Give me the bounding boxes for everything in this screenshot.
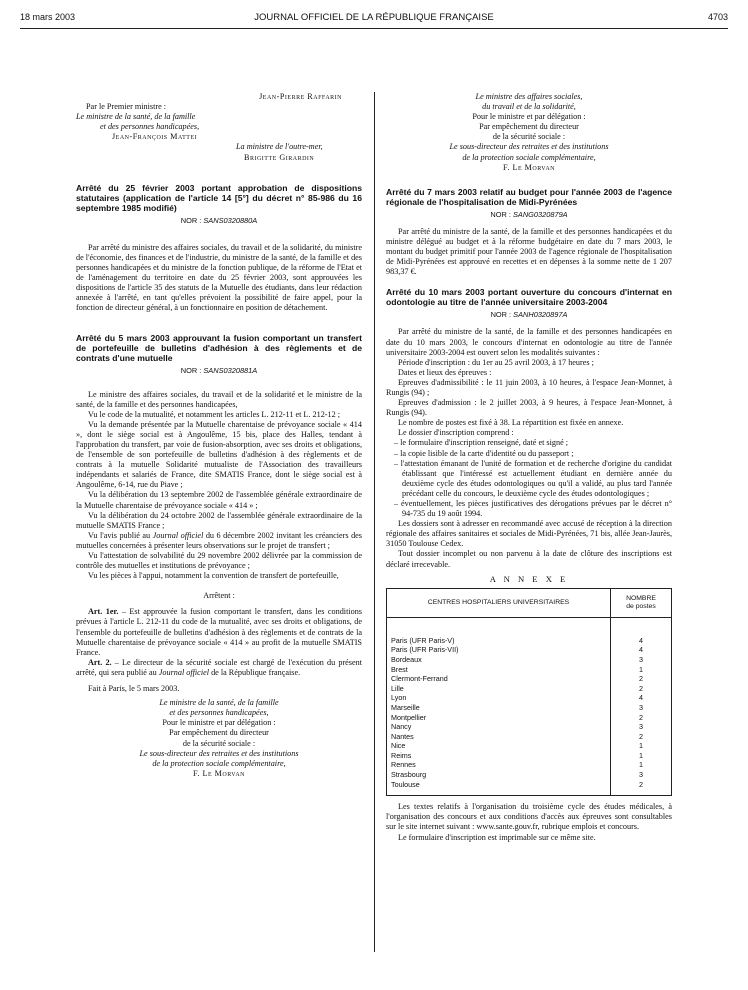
left-column — [76, 92, 362, 779]
posts-count: 2 — [611, 684, 672, 694]
table-row — [387, 684, 672, 694]
centre-name: Lille — [391, 683, 404, 693]
centre-name: Toulouse — [391, 779, 420, 789]
posts-count: 3 — [611, 770, 672, 780]
column-header-centres: CENTRES HOSPITALIERS UNIVERSITAIRES — [387, 588, 611, 617]
table-row — [387, 617, 672, 645]
text-run: du 6 décembre 2002 invitant les créanciers des mutuelles concernées à présenter leurs observations sur le projet de transfert ; — [76, 530, 362, 550]
decree-article — [76, 333, 362, 778]
header-rule — [20, 28, 728, 29]
nor-label: NOR : — [490, 209, 511, 219]
paragraph: Le nombre de postes est fixé à 38. La répartition est fixée en annexe. — [398, 418, 624, 428]
signature-line: Le sous-directeur des retraites et des institutions — [139, 748, 299, 758]
signature-line: Pour le ministre et par délégation : — [472, 112, 586, 122]
centre-name: Lyon — [391, 693, 407, 703]
text-run: de la République française. — [209, 667, 301, 677]
article-2 — [76, 658, 362, 678]
decree-article — [76, 183, 362, 314]
signature-line: Par le Premier ministre : — [86, 102, 167, 112]
decree-body: Par arrêté du ministre des affaires sociales, du travail et de la solidarité, du ministre de l'économie, des finances et de l'industrie, du ministre de la santé, de la famille et des personnes handicapées et du ministre de la fonction publique, de la réforme de l'Etat et de l'aménagement du territoire en date du 25 février 2003, sont approuvées les dispositions de l'article 35 des statuts de la Mutuelle des étudiants, dans leur rédaction annexée à l'arrêté, en tant qu'elles prévoient la possibilité de faire appel, pour la fonction de directeur général, à un fonctionnaire en position de détachement. — [76, 242, 362, 313]
journal-title: JOURNAL OFFICIEL DE LA RÉPUBLIQUE FRANÇAISE — [254, 12, 494, 23]
signature-block — [386, 92, 672, 173]
table-header-row — [387, 588, 672, 617]
paragraph: Vu la délibération du 13 septembre 2002 de l'assemblée générale extraordinaire de la Mutuelle charentaise de prévoyance sociale « 414 » ; — [76, 490, 362, 510]
paragraph: Vu la délibération du 24 octobre 2002 de l'assemblée générale extraordinaire de la mutuelle SMATIS France ; — [76, 510, 362, 530]
nor-code: SANH0320897A — [513, 310, 568, 320]
nor-code: SANG0320879A — [512, 209, 568, 219]
centre-name: Montpellier — [391, 712, 427, 722]
signature-line: Le ministre de la santé, de la famille — [76, 112, 196, 122]
signature-line: et des personnes handicapées, — [100, 122, 200, 132]
paragraph: Dates et lieux des épreuves : — [398, 367, 492, 377]
table-row — [387, 732, 672, 742]
signature-line: Par empêchement du directeur — [479, 122, 579, 132]
signature-date: Fait à Paris, le 5 mars 2003. — [88, 684, 180, 694]
header-text: de postes — [626, 602, 656, 610]
decree-title: Arrêté du 7 mars 2003 relatif au budget pour l'année 2003 de l'agence régionale de l'hospitalisation de Midi-Pyrénées — [386, 186, 672, 207]
centre-name: Strasbourg — [391, 770, 427, 780]
paragraph: Les textes relatifs à l'organisation du troisième cycle des études médicales, à l'organisation des concours et aux conditions d'accès aux épreuves sont consultables sur le site internet suivant : www.sante.gouv.fr, rubrique emplois et concours. — [386, 802, 672, 832]
decree-article — [386, 187, 672, 278]
centre-name: Nancy — [391, 722, 412, 732]
list-item: – éventuellement, les pièces justificatives des dérogations prévues par le décret n° 94-735 du 19 août 1994. — [394, 499, 672, 519]
signature-line: de la sécurité sociale : — [182, 738, 256, 748]
text-run: Vu l'avis publié au — [88, 530, 153, 540]
arretent-heading: Arrêtent : — [203, 591, 235, 601]
page-number: 4703 — [707, 12, 728, 22]
signatory-name: Jean-François Mattei — [112, 132, 198, 142]
posts-count: 1 — [611, 741, 672, 751]
decree-body: Par arrêté du ministre de la santé, de la famille et des personnes handicapées et du ministre délégué au budget et à la réforme budgétaire en date du 7 mars 2003, le montant du budget primitif pour l'année 2003 de l'agence régionale de l'hospitalisation de Midi-Pyrénées est approuvé en recettes et en dépenses à la somme nette de 1 207 983,37 €. — [386, 226, 672, 277]
right-column — [386, 92, 672, 843]
posts-count: 2 — [611, 713, 672, 723]
signature-line: Le sous-directeur des retraites et des institutions — [449, 142, 609, 152]
nor-reference — [76, 216, 362, 226]
table-row — [387, 645, 672, 655]
signature-line: de la protection sociale complémentaire, — [462, 152, 596, 162]
posts-count: 4 — [611, 645, 672, 655]
posts-count: 3 — [611, 722, 672, 732]
centre-name: Paris (UFR Paris-V) — [391, 635, 455, 645]
table-row — [387, 703, 672, 713]
signature-line: Par empêchement du directeur — [169, 728, 269, 738]
header-date: 18 mars 2003 — [20, 12, 76, 22]
centre-name: Marseille — [391, 702, 420, 712]
posts-count: 2 — [611, 732, 672, 742]
paragraph: Epreuves d'admission : le 2 juillet 2003, à 9 heures, à l'espace Jean-Monnet, à Rungis (94). — [386, 398, 672, 418]
paragraph: Les dossiers sont à adresser en recommandé avec accusé de réception à la direction régionale des affaires sanitaires et sociales de Midi-Pyrénées, 71 bis, allée Jean-Jaurès, 31050 Toulouse Cedex. — [386, 519, 672, 549]
nor-reference — [76, 366, 362, 376]
signature-line: Le ministre des affaires sociales, — [475, 92, 583, 101]
decree-article — [386, 287, 672, 842]
posts-count: 3 — [611, 655, 672, 665]
paragraph: Vu la demande présentée par la Mutuelle charentaise de prévoyance sociale « 414 », dont le siège social est à Angoulême, 15 bis, place des Halles, tendant à l'approbation du transfert, par voie de fusion-absorption, avec ses droits et obligations, de l'ensemble de son portefeuille de bulletins d'adhésion à des règlements et de contrats à la mutuelle Solidarité mutualiste de l'Association des travailleurs indépendants et salariés de France, dite SMATIS France, dont le siège social est à Angoulême, 6-14, rue du Piave ; — [76, 419, 362, 490]
list-item: – le formulaire d'inscription renseigné, daté et signé ; — [394, 438, 569, 448]
list-item: – la copie lisible de la carte d'identité ou du passeport ; — [394, 448, 574, 458]
paragraph: Par arrêté du ministre de la santé, de la famille et des personnes handicapées en date du 10 mars 2003, le concours d'internat en odontologie au titre de l'année universitaire 2003-2004 est ouvert selon les modalités suivantes : — [386, 327, 672, 357]
table-row — [387, 674, 672, 684]
signature-line: de la protection sociale complémentaire, — [152, 758, 286, 768]
article-label: Art. 1er. — [88, 607, 119, 617]
paragraph: Période d'inscription : du 1er au 25 avril 2003, à 17 heures ; — [398, 357, 594, 367]
column-header-posts — [611, 588, 672, 617]
nor-reference — [386, 310, 672, 320]
signature-line: Pour le ministre et par délégation : — [162, 718, 276, 728]
signature-line: de la sécurité sociale : — [492, 132, 566, 142]
nor-code: SANS0320881A — [203, 366, 258, 376]
paragraph: Le dossier d'inscription comprend : — [398, 428, 514, 438]
text-run: – Le directeur de la sécurité sociale est chargé de l'exécution du présent arrêté, qui sera publié au — [76, 657, 362, 677]
paragraph: Le ministre des affaires sociales, du travail et de la solidarité et le ministre de la santé, de la famille et des personnes handicapées, — [76, 389, 362, 409]
table-row — [387, 713, 672, 723]
posts-count: 4 — [611, 693, 672, 703]
nor-label: NOR : — [180, 366, 202, 376]
posts-count: 1 — [611, 751, 672, 761]
paragraph: Vu l'attestation de solvabilité du 29 novembre 2002 délivrée par la commission de contrôle des mutuelles et institutions de prévoyance ; — [76, 551, 362, 571]
paragraph — [76, 531, 362, 551]
table-row — [387, 665, 672, 675]
posts-table — [386, 588, 672, 797]
signature-block — [76, 698, 362, 779]
nor-reference — [386, 210, 672, 220]
header-text: NOMBRE — [626, 594, 656, 602]
centre-name: Reims — [391, 750, 412, 760]
table-body — [387, 617, 672, 796]
signature-line: La ministre de l'outre-mer, — [236, 142, 323, 152]
centre-name: Nantes — [391, 731, 414, 741]
posts-count: 1 — [611, 760, 672, 770]
centre-name: Clermont-Ferrand — [391, 674, 448, 684]
paragraph: Epreuves d'admissibilité : le 11 juin 2003, à 10 heures, à l'espace Jean-Monnet, à Rungis (94) ; — [386, 377, 672, 397]
decree-title: Arrêté du 10 mars 2003 portant ouverture du concours d'internat en odontologie au titre de l'année universitaire 2003-2004 — [386, 287, 672, 308]
signature-block-top — [76, 92, 362, 163]
list-item: – l'attestation émanant de l'unité de formation et de recherche d'origine du candidat établissant que l'intéressé est actuellement étudiant en dernière année du deuxième cycle des études odontologiques ou qu'il a validé, au plus tard l'année précédant celle du concours, le deuxième cycle des études odontologiques ; — [394, 458, 672, 498]
centre-name: Brest — [391, 664, 408, 674]
nor-label: NOR : — [180, 215, 202, 225]
signatory-pm: Jean-Pierre Raffarin — [259, 92, 342, 101]
text-run: – Est approuvée la fusion comportant le transfert, dans les conditions prévues à l'article L. 212-11 du code de la mutualité, avec ses droits et obligations, de l'ensemble du portefeuille de bulletins d'adhésion à des règlements et de contrats de la Mutuelle charentaise de prévoyance sociale « 414 » au profit de la mutuelle SMATIS France. — [76, 607, 362, 657]
paragraph: Vu les pièces à l'appui, notamment la convention de transfert de portefeuille, — [88, 571, 339, 581]
decree-title: Arrêté du 5 mars 2003 approuvant la fusion comportant un transfert de portefeuille de bulletins d'adhésion à des règlements et de contrats d'une mutuelle — [76, 333, 362, 364]
table-row — [387, 780, 672, 796]
signature-line: Le ministre de la santé, de la famille — [159, 698, 279, 708]
text-run: Journal officiel — [158, 667, 210, 677]
table-row — [387, 760, 672, 770]
table-row — [387, 751, 672, 761]
article-label: Art. 2. — [88, 657, 112, 667]
annexe-heading: A N N E X E — [489, 573, 569, 584]
table-row — [387, 722, 672, 732]
posts-count: 2 — [611, 674, 672, 684]
signature-line: et des personnes handicapées, — [169, 708, 269, 718]
signatory-name: F. Le Morvan — [192, 768, 246, 778]
signatory-name: F. Le Morvan — [502, 162, 556, 172]
table-row — [387, 655, 672, 665]
posts-count: 1 — [611, 665, 672, 675]
posts-count: 4 — [611, 617, 672, 645]
nor-label: NOR : — [490, 310, 512, 320]
paragraph: Vu le code de la mutualité, et notamment les articles L. 212-11 et L. 212-12 ; — [88, 409, 341, 419]
page-header — [0, 0, 748, 30]
centre-name: Paris (UFR Paris-VII) — [391, 645, 459, 655]
table-row — [387, 770, 672, 780]
posts-count: 2 — [611, 780, 672, 796]
posts-count: 3 — [611, 703, 672, 713]
centre-name: Bordeaux — [391, 654, 422, 664]
table-row — [387, 693, 672, 703]
signature-line: du travail et de la solidarité, — [482, 102, 576, 112]
centre-name: Rennes — [391, 760, 416, 770]
text-run: Journal officiel — [152, 530, 204, 540]
signatory-name: Brigitte Girardin — [244, 152, 315, 162]
paragraph: Tout dossier incomplet ou non parvenu à la date de clôture des inscriptions est déclaré irrecevable. — [386, 549, 672, 569]
article-1 — [76, 607, 362, 657]
paragraph: Le formulaire d'inscription est imprimable sur ce même site. — [398, 832, 596, 842]
table-row — [387, 741, 672, 751]
centre-name: Nice — [391, 741, 406, 751]
decree-title: Arrêté du 25 février 2003 portant approbation de dispositions statutaires (application de l'article 14 [5°] du décret n° 85-986 du 16 septembre 1985 modifié) — [76, 182, 362, 213]
nor-code: SANS0320880A — [203, 215, 258, 225]
column-divider — [374, 92, 375, 952]
